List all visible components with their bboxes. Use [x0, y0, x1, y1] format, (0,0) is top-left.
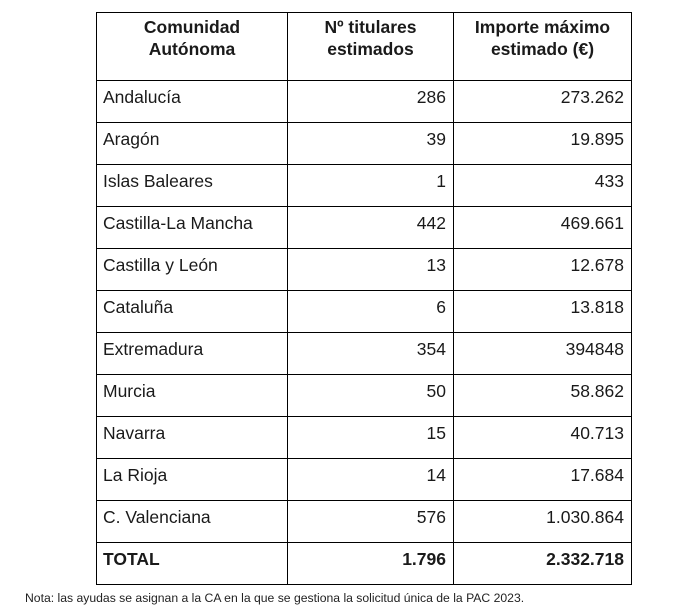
region-cell: Castilla y León	[97, 249, 288, 291]
region-cell: Cataluña	[97, 291, 288, 333]
importe-cell: 19.895	[454, 123, 632, 165]
header-titulares	[288, 13, 454, 81]
total-titulares: 1.796	[288, 543, 454, 585]
titulares-cell: 14	[288, 459, 454, 501]
table-body	[97, 81, 632, 585]
header-importe	[454, 13, 632, 81]
header-titulares-line2: estimados	[327, 39, 414, 59]
data-table	[96, 12, 632, 585]
table-row	[97, 249, 632, 291]
region-cell: C. Valenciana	[97, 501, 288, 543]
table-row	[97, 459, 632, 501]
titulares-cell: 50	[288, 375, 454, 417]
header-row	[97, 13, 632, 81]
header-comunidad-line2: Autónoma	[148, 39, 236, 59]
region-cell: Aragón	[97, 123, 288, 165]
table-row	[97, 417, 632, 459]
titulares-cell: 6	[288, 291, 454, 333]
titulares-cell: 1	[288, 165, 454, 207]
region-cell: Extremadura	[97, 333, 288, 375]
region-cell: La Rioja	[97, 459, 288, 501]
titulares-cell: 576	[288, 501, 454, 543]
importe-cell: 1.030.864	[454, 501, 632, 543]
header-comunidad-line1: Comunidad	[143, 17, 241, 37]
table-row	[97, 375, 632, 417]
titulares-cell: 15	[288, 417, 454, 459]
titulares-cell: 442	[288, 207, 454, 249]
importe-cell: 17.684	[454, 459, 632, 501]
header-titulares-line1: Nº titulares	[324, 17, 417, 37]
titulares-cell: 354	[288, 333, 454, 375]
region-cell: Castilla-La Mancha	[97, 207, 288, 249]
header-comunidad	[97, 13, 288, 81]
table-row	[97, 165, 632, 207]
region-cell: Islas Baleares	[97, 165, 288, 207]
region-cell: Navarra	[97, 417, 288, 459]
table-row	[97, 81, 632, 123]
importe-cell: 12.678	[454, 249, 632, 291]
importe-cell: 273.262	[454, 81, 632, 123]
table-row	[97, 291, 632, 333]
table-row	[97, 207, 632, 249]
importe-cell: 13.818	[454, 291, 632, 333]
importe-cell: 469.661	[454, 207, 632, 249]
importe-cell: 433	[454, 165, 632, 207]
titulares-cell: 286	[288, 81, 454, 123]
importe-cell: 58.862	[454, 375, 632, 417]
table-row	[97, 501, 632, 543]
total-row	[97, 543, 632, 585]
titulares-cell: 13	[288, 249, 454, 291]
header-importe-line2: estimado (€)	[490, 39, 595, 59]
region-cell: Andalucía	[97, 81, 288, 123]
region-cell: Murcia	[97, 375, 288, 417]
importe-cell: 40.713	[454, 417, 632, 459]
titulares-cell: 39	[288, 123, 454, 165]
table-row	[97, 333, 632, 375]
footnote: Nota: las ayudas se asignan a la CA en la que se gestiona la solicitud única de la PAC 2023.	[25, 591, 525, 605]
header-importe-line1: Importe máximo	[474, 17, 611, 37]
table-row	[97, 123, 632, 165]
total-importe: 2.332.718	[454, 543, 632, 585]
importe-cell: 394848	[454, 333, 632, 375]
total-label: TOTAL	[97, 543, 288, 585]
